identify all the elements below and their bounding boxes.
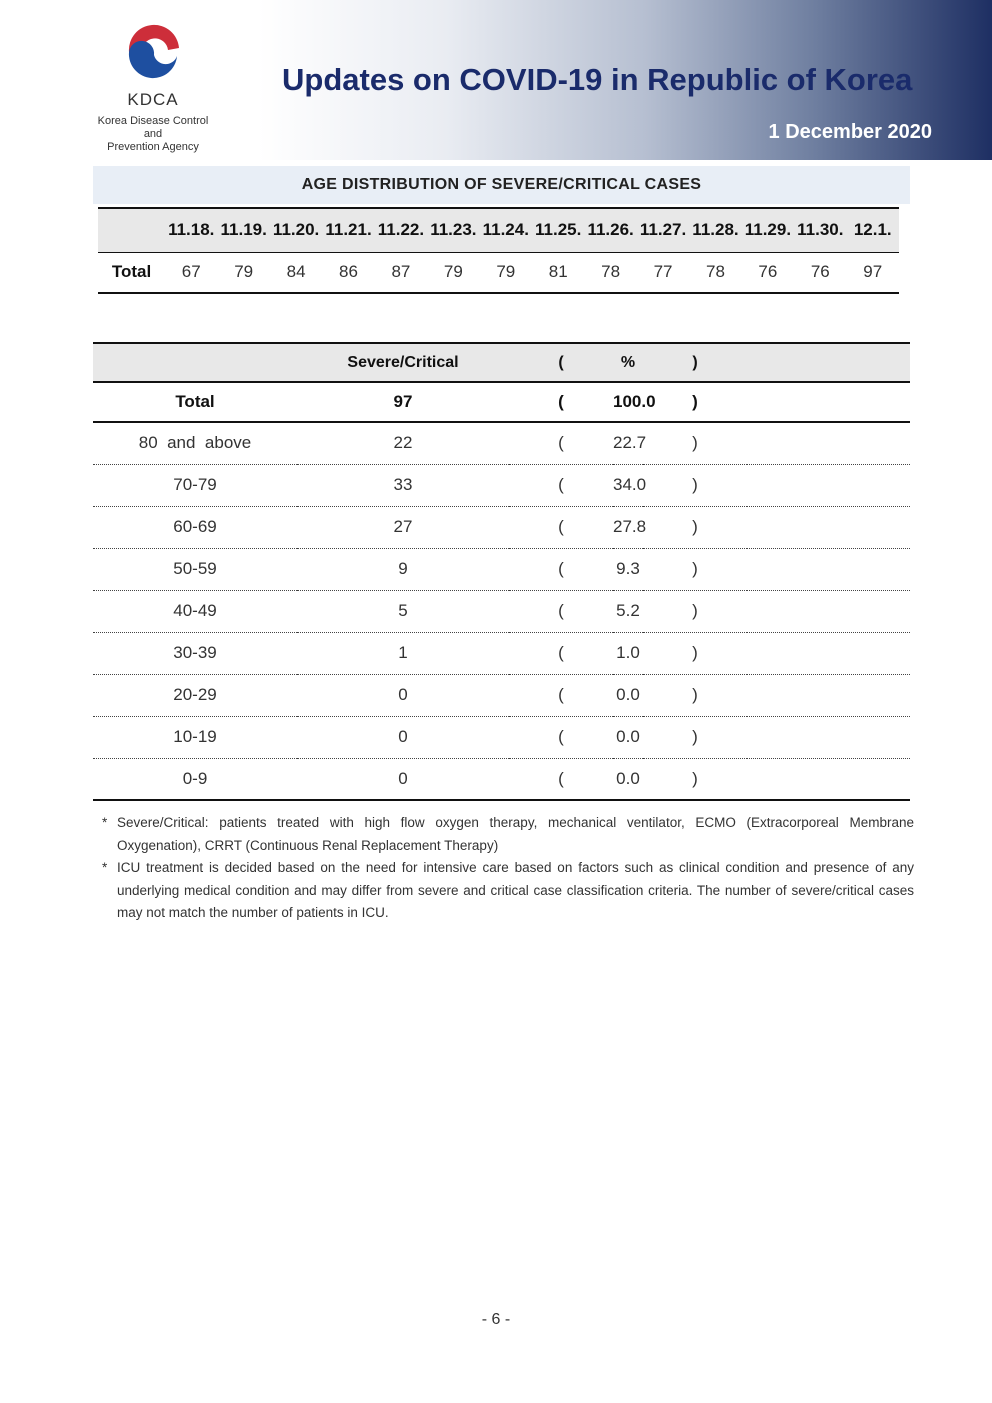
date-header: 11.20. [270, 208, 322, 252]
empty-cell [747, 464, 910, 506]
table-row [93, 422, 910, 464]
age-group-percent: 0.0 [613, 716, 643, 758]
severe-critical-header: Severe/Critical [297, 343, 509, 382]
open-paren: ( [509, 343, 613, 382]
table-row [93, 464, 910, 506]
age-distribution-table [93, 342, 910, 801]
age-table-header-row [93, 343, 910, 382]
age-total-percent: 100.0 [613, 382, 643, 422]
date-header: 11.25. [532, 208, 584, 252]
empty-cell [747, 716, 910, 758]
table-row [93, 716, 910, 758]
daily-total-value: 76 [794, 252, 846, 293]
daily-total-value: 84 [270, 252, 322, 293]
daily-total-value: 87 [375, 252, 427, 293]
open-paren: ( [509, 590, 613, 632]
age-group-percent: 9.3 [613, 548, 643, 590]
section-title: AGE DISTRIBUTION OF SEVERE/CRITICAL CASES [93, 166, 910, 204]
close-paren: ) [643, 632, 747, 674]
age-group-label: 70-79 [93, 464, 297, 506]
taegeuk-logo-icon [121, 20, 185, 84]
daily-total-value: 81 [532, 252, 584, 293]
age-total-row [93, 382, 910, 422]
age-group-count: 0 [297, 674, 509, 716]
daily-total-value: 79 [480, 252, 532, 293]
open-paren: ( [509, 464, 613, 506]
daily-total-value: 86 [322, 252, 374, 293]
kdca-logo [88, 18, 228, 153]
date-header: 11.23. [427, 208, 479, 252]
logo-agency-name [88, 115, 218, 154]
date-header: 11.28. [689, 208, 741, 252]
daily-table-header-row [98, 208, 899, 252]
empty-cell [747, 382, 910, 422]
age-group-label: 40-49 [93, 590, 297, 632]
age-group-label: 10-19 [93, 716, 297, 758]
footnote [102, 812, 914, 857]
date-header: 11.19. [217, 208, 269, 252]
age-group-percent: 27.8 [613, 506, 643, 548]
age-group-percent: 0.0 [613, 758, 643, 800]
daily-total-value: 79 [217, 252, 269, 293]
footnote-text: Severe/Critical: patients treated with high flow oxygen therapy, mechanical ventilator, ECMO (Extracorporeal Membrane Oxygenation), CRRT (Continuous Renal Replacement Therapy) [117, 815, 914, 853]
report-date: 1 December 2020 [768, 121, 932, 143]
empty-cell [747, 758, 910, 800]
close-paren: ) [643, 464, 747, 506]
close-paren: ) [643, 716, 747, 758]
age-group-label: 60-69 [93, 506, 297, 548]
close-paren: ) [643, 674, 747, 716]
close-paren: ) [643, 343, 747, 382]
page-title: Updates on COVID-19 in Republic of Korea [282, 62, 913, 97]
empty-cell [747, 422, 910, 464]
daily-total-value: 97 [847, 252, 899, 293]
age-total-count: 97 [297, 382, 509, 422]
date-header: 11.30. [794, 208, 846, 252]
open-paren: ( [509, 422, 613, 464]
date-header: 11.21. [322, 208, 374, 252]
percent-header: % [613, 343, 643, 382]
logo-name-line-2: Prevention Agency [107, 141, 199, 153]
date-header: 11.26. [584, 208, 636, 252]
date-header: 11.22. [375, 208, 427, 252]
table-row [93, 758, 910, 800]
daily-total-value: 76 [742, 252, 794, 293]
empty-cell [747, 506, 910, 548]
empty-cell [747, 590, 910, 632]
date-header: 11.29. [742, 208, 794, 252]
open-paren: ( [509, 674, 613, 716]
age-group-header [93, 343, 297, 382]
table-row [93, 590, 910, 632]
footnote [102, 857, 914, 925]
empty-cell [747, 632, 910, 674]
age-group-label: 80 and above [93, 422, 297, 464]
date-header: 12.1. [847, 208, 899, 252]
table-row [93, 548, 910, 590]
age-group-label: 20-29 [93, 674, 297, 716]
daily-severe-cases-table [98, 207, 899, 294]
daily-total-label: Total [98, 252, 165, 293]
daily-table-corner [98, 208, 165, 252]
age-group-percent: 5.2 [613, 590, 643, 632]
table-row [93, 632, 910, 674]
age-group-label: 50-59 [93, 548, 297, 590]
age-group-count: 5 [297, 590, 509, 632]
age-group-percent: 1.0 [613, 632, 643, 674]
age-group-count: 22 [297, 422, 509, 464]
age-total-label: Total [93, 382, 297, 422]
age-group-percent: 22.7 [613, 422, 643, 464]
date-header: 11.27. [637, 208, 689, 252]
open-paren: ( [509, 632, 613, 674]
page-number: - 6 - [481, 1311, 511, 1328]
date-header: 11.18. [165, 208, 217, 252]
close-paren: ) [643, 590, 747, 632]
footnote-text: ICU treatment is decided based on the need for intensive care based on factors such as clinical condition and presence of any underlying medical condition and may differ from severe and critical case classification criteria. The number of severe/critical cases may not match the number of patients in ICU. [117, 860, 914, 920]
daily-total-value: 77 [637, 252, 689, 293]
close-paren: ) [643, 422, 747, 464]
age-group-label: 30-39 [93, 632, 297, 674]
age-group-percent: 0.0 [613, 674, 643, 716]
footnotes [102, 812, 914, 925]
daily-total-value: 78 [689, 252, 741, 293]
logo-abbreviation: KDCA [127, 90, 179, 109]
age-group-count: 9 [297, 548, 509, 590]
close-paren: ) [643, 758, 747, 800]
age-group-count: 27 [297, 506, 509, 548]
open-paren: ( [509, 548, 613, 590]
empty-cell [747, 674, 910, 716]
footnote-mark: * [102, 815, 108, 830]
close-paren: ) [643, 548, 747, 590]
empty-cell [747, 343, 910, 382]
page-header [0, 0, 992, 160]
open-paren: ( [509, 382, 613, 422]
age-group-count: 1 [297, 632, 509, 674]
daily-total-row [98, 252, 899, 293]
open-paren: ( [509, 758, 613, 800]
daily-total-value: 67 [165, 252, 217, 293]
close-paren: ) [643, 382, 747, 422]
footnote-mark: * [102, 860, 108, 875]
daily-total-value: 78 [584, 252, 636, 293]
age-group-count: 0 [297, 716, 509, 758]
empty-cell [747, 548, 910, 590]
daily-total-value: 79 [427, 252, 479, 293]
logo-name-line-1: Korea Disease Control and [97, 115, 209, 140]
age-group-count: 33 [297, 464, 509, 506]
close-paren: ) [643, 506, 747, 548]
open-paren: ( [509, 506, 613, 548]
age-group-label: 0-9 [93, 758, 297, 800]
age-group-count: 0 [297, 758, 509, 800]
open-paren: ( [509, 716, 613, 758]
table-row [93, 506, 910, 548]
age-group-percent: 34.0 [613, 464, 643, 506]
table-row [93, 674, 910, 716]
date-header: 11.24. [480, 208, 532, 252]
